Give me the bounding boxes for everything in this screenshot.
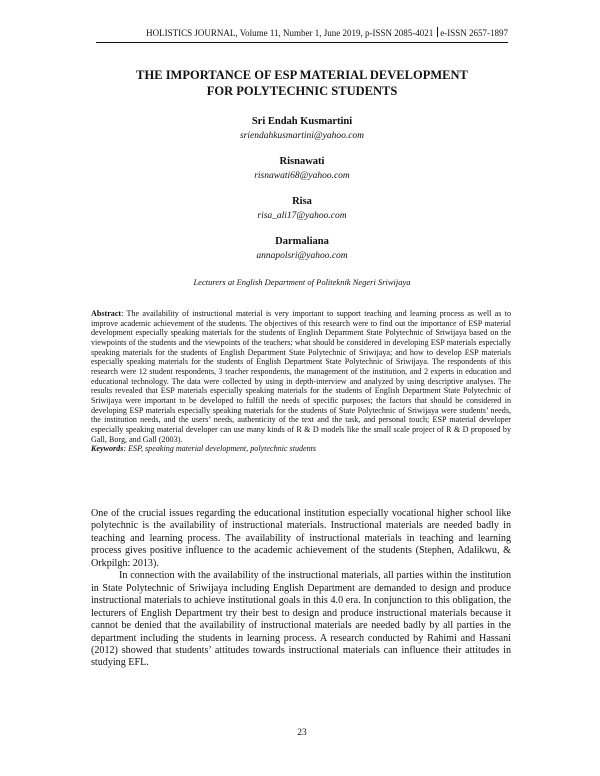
title-line-2: FOR POLYTECHNIC STUDENTS [206,84,398,98]
paragraph-1: One of the crucial issues regarding the educational institution especially vocational higher school like polytechnic is the availability of instructional materials. Instructional materials are needed badly in teaching and learning process. The availability of instructional materials in teaching and learning process gives positive influence to the academic achievement of the students (Stephen, Adalikwu, & Orkpilgh: 2013). [91,508,511,569]
author-name: Darmaliana [275,236,329,247]
keywords-text: : ESP, speaking material development, polytechnic students [123,444,317,454]
author-block [96,115,508,143]
journal-citation: HOLISTICS JOURNAL, Volume 11, Number 1, June 2019, p-ISSN 2085-4021 [146,28,434,38]
page-number: 23 [297,728,307,738]
author-email[interactable]: annapolsri@yahoo.com [256,251,348,261]
abstract [91,309,511,454]
header-rule [96,42,508,43]
paper-title [96,67,508,99]
abstract-text: : The availability of instructional material is very important to support teaching and learning process as well as to improve academic achievement of the students. The objectives of this research were to find out the importance of ESP material development especially speaking materials for the students of English Department State Polytechnic of Sriwijaya based on the viewpoints of the students and the viewpoints of the teachers; what should be considered in developing ESP materials especially speaking materials for the students of English Department State Polytechnic of Sriwijaya; and how to develop ESP materials especially speaking materials for the students of English Department State Polytechnic of Sriwijaya. The respondents of this research were 12 student respondents, 3 teacher respondents, the management of the institution, and 2 experts in education and educational technology. The data were collected by using in depth-interview and analyzed by using descriptive analyses. The results revealed that ESP materials especially speaking materials for the students of English Department State Polytechnic of Sriwijaya were important to be developed to fulfill the needs of specific purposes; the factors that should be considered in developing ESP materials especially speaking materials for the students of State Polytechnic of Sriwijaya were students’ needs, the institution needs, and the users’ needs, authenticity of the text and the task, and personal touch; ESP material developer especially speaking material developer can use many kinds of R & D models like the small scale project of R & D proposed by Gall, Borg, and Gall (2003). [91,309,511,444]
abstract-paragraph [91,309,511,444]
header-separator [437,27,438,37]
author-block [96,155,508,183]
running-header [96,27,508,38]
keywords-label: Keywords [91,444,124,454]
author-name: Sri Endah Kusmartini [251,116,353,127]
author-block [96,235,508,263]
body-text [91,508,511,670]
author-email[interactable]: risa_ali17@yahoo.com [257,211,347,221]
abstract-label: Abstract [91,309,122,318]
author-name: Risa [292,196,312,207]
affiliation: Lecturers at English Department of Politeknik Negeri Sriwijaya [193,277,411,287]
author-block [96,195,508,223]
author-name: Risnawati [279,156,325,167]
author-email[interactable]: sriendahkusmartini@yahoo.com [239,131,365,141]
paragraph-2: In connection with the availability of the instructional materials, all parties within the institution in State Polytechnic of Sriwijaya including English Department are demanded to design and produce instructional materials to achieve institutional goals in this 4.0 era. In conjunction to this obligation, the lecturers of English Department try their best to design and produce instructional materials because it cannot be denied that the availability of instructional materials are needed badly by all parties in the department including the students in learning process. A research conducted by Rahimi and Hassani (2012) showed that students’ attitudes towards instructional materials can influence their attitudes in studying EFL. [91,570,511,669]
eissn: e-ISSN 2657-1897 [440,28,508,38]
author-email[interactable]: risnawati68@yahoo.com [254,171,350,181]
keywords [91,444,511,454]
title-line-1: THE IMPORTANCE OF ESP MATERIAL DEVELOPMENT [136,68,468,82]
